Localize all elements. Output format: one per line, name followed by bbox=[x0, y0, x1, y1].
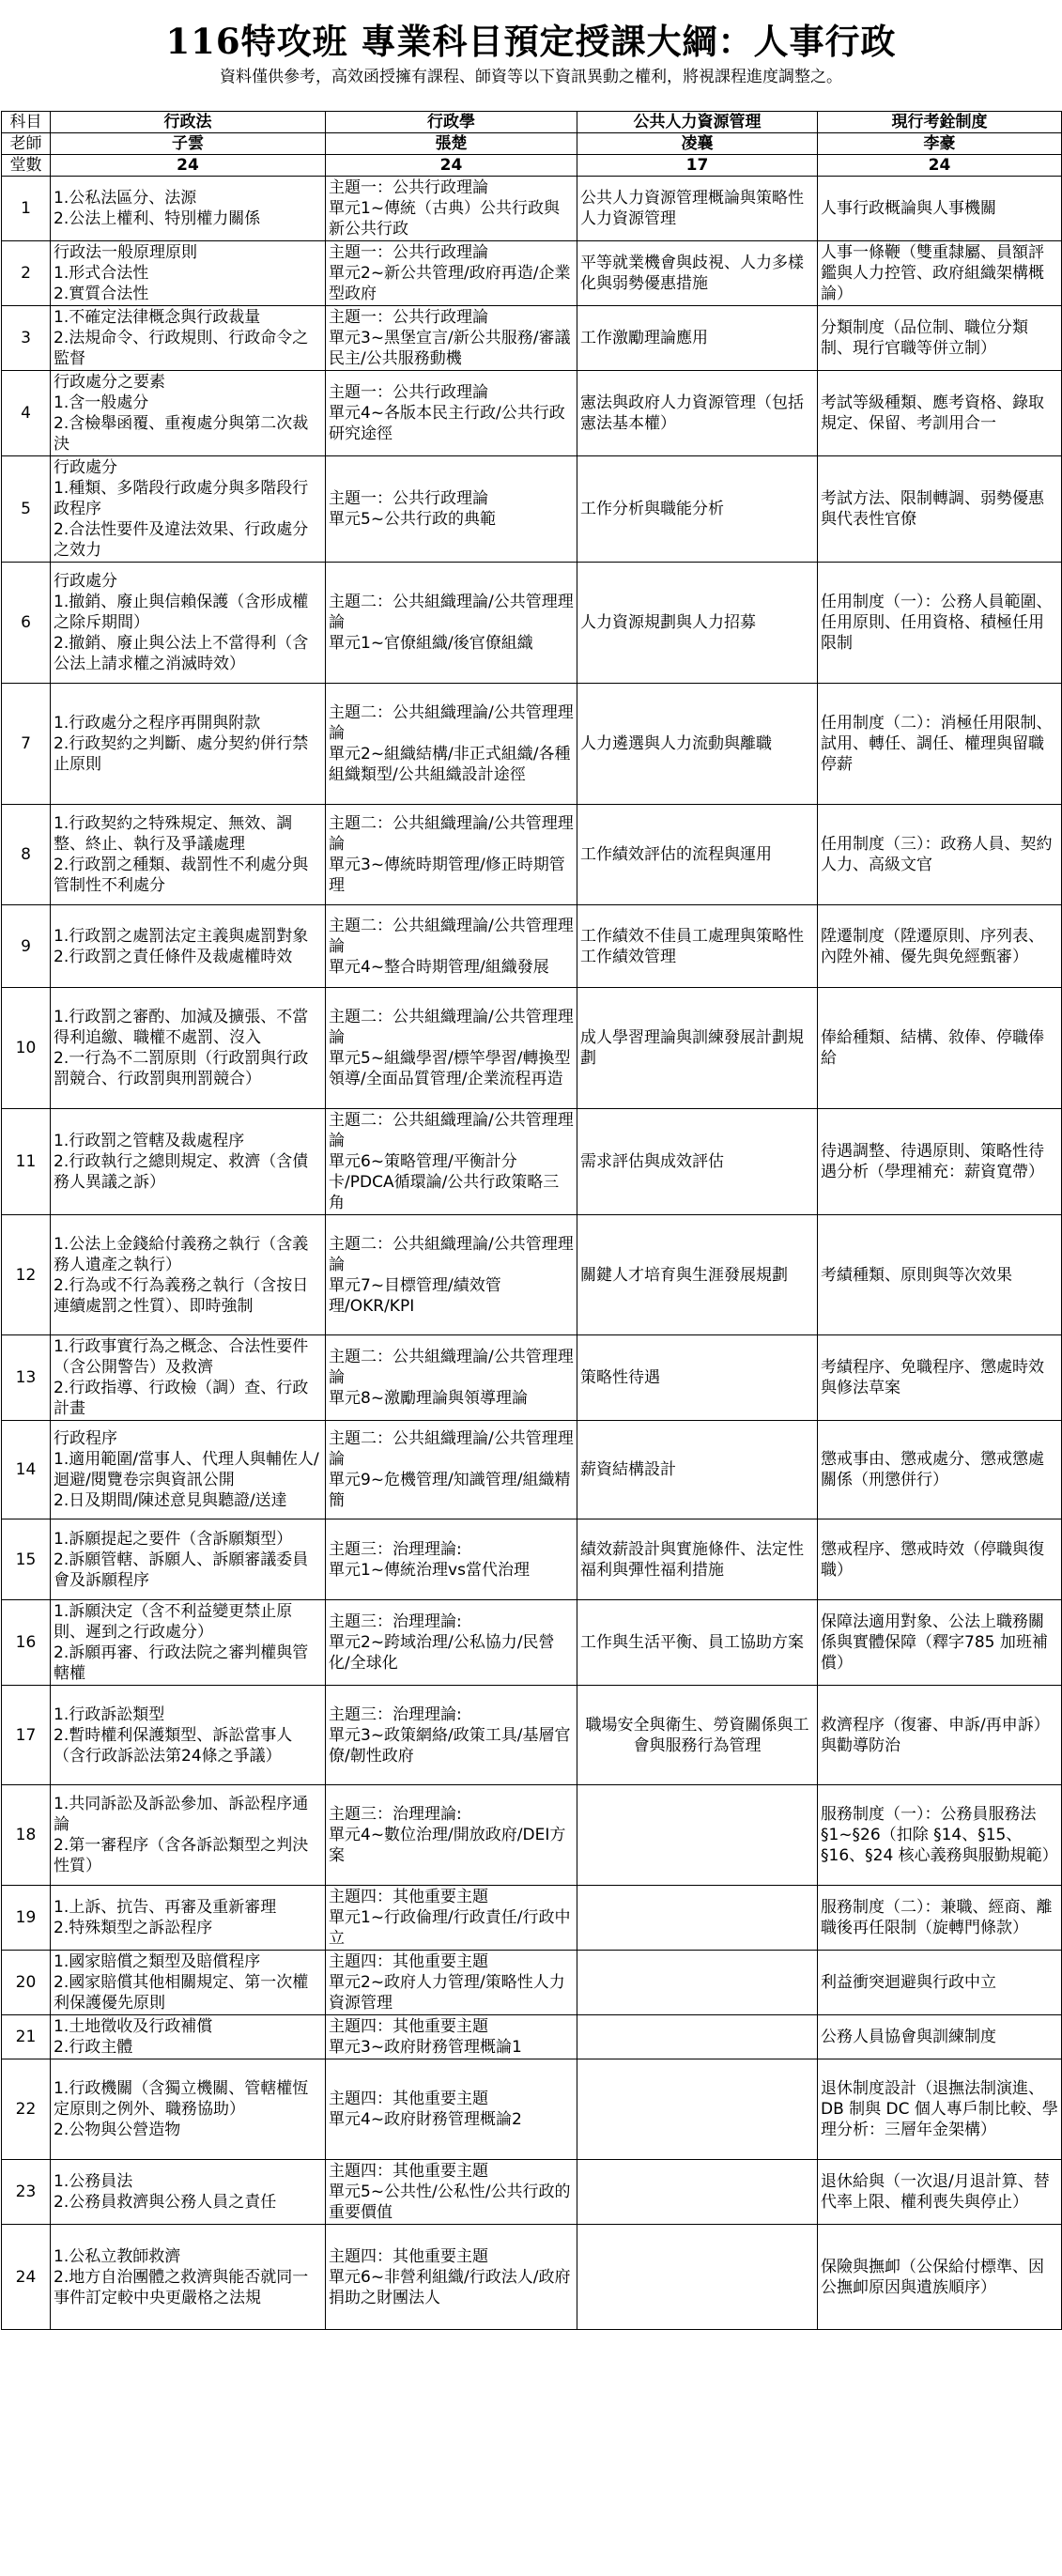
cell-civil-service: 保險與撫卹（公保給付標準、因公撫卹原因與遺族順序） bbox=[818, 2225, 1062, 2330]
subject-civil-service: 現行考銓制度 bbox=[818, 112, 1062, 133]
teacher-row bbox=[2, 133, 1062, 155]
cell-public-admin: 主題四：其他重要主題 單元2~政府人力管理/策略性人力資源管理 bbox=[326, 1951, 577, 2015]
cell-civil-service: 任用制度（一）：公務人員範圍、任用原則、任用資格、積極任用限制 bbox=[818, 563, 1062, 684]
lesson-row bbox=[2, 306, 1062, 371]
lesson-number: 5 bbox=[2, 456, 51, 563]
lesson-row bbox=[2, 1951, 1062, 2015]
hours-hrm: 17 bbox=[577, 155, 818, 177]
cell-admin-law: 1.訴願決定（含不利益變更禁止原則、遲到之行政處分） 2.訴願再審、行政法院之審判權與管轄權 bbox=[51, 1600, 326, 1686]
cell-public-admin: 主題四：其他重要主題 單元1~行政倫理/行政責任/行政中立 bbox=[326, 1886, 577, 1951]
cell-admin-law: 1.土地徵收及行政補償 2.行政主體 bbox=[51, 2015, 326, 2059]
cell-hrm: 工作激勵理論應用 bbox=[577, 306, 818, 371]
lesson-number: 23 bbox=[2, 2160, 51, 2225]
cell-hrm: 工作績效不佳員工處理與策略性工作績效管理 bbox=[577, 905, 818, 988]
lesson-number: 20 bbox=[2, 1951, 51, 2015]
lesson-row bbox=[2, 2160, 1062, 2225]
cell-hrm bbox=[577, 2015, 818, 2059]
cell-admin-law: 1.行政機關（含獨立機關、管轄權恆定原則之例外、職務協助） 2.公物與公營造物 bbox=[51, 2059, 326, 2160]
lesson-row bbox=[2, 456, 1062, 563]
lesson-row bbox=[2, 241, 1062, 306]
lesson-row bbox=[2, 563, 1062, 684]
cell-admin-law: 1.不確定法律概念與行政裁量 2.法規命令、行政規則、行政命令之監督 bbox=[51, 306, 326, 371]
cell-hrm: 成人學習理論與訓練發展計劃規劃 bbox=[577, 988, 818, 1109]
lesson-row bbox=[2, 1519, 1062, 1600]
cell-civil-service: 退休制度設計（退撫法制演進、DB 制與 DC 個人專戶制比較、學理分析：三層年金架構） bbox=[818, 2059, 1062, 2160]
cell-public-admin: 主題一：公共行政理論 單元1~傳統（古典）公共行政與新公共行政 bbox=[326, 177, 577, 241]
lesson-number: 4 bbox=[2, 371, 51, 456]
cell-civil-service: 人事行政概論與人事機關 bbox=[818, 177, 1062, 241]
lesson-number: 13 bbox=[2, 1335, 51, 1421]
cell-civil-service: 分類制度（品位制、職位分類制、現行官職等併立制） bbox=[818, 306, 1062, 371]
lesson-number: 21 bbox=[2, 2015, 51, 2059]
cell-public-admin: 主題二：公共組織理論/公共管理理論 單元8~激勵理論與領導理論 bbox=[326, 1335, 577, 1421]
cell-civil-service: 懲戒事由、懲戒處分、懲戒懲處關係（刑懲併行） bbox=[818, 1421, 1062, 1519]
subject-admin-law: 行政法 bbox=[51, 112, 326, 133]
page-subtitle: 資料僅供參考，高效函授擁有課程、師資等以下資訊異動之權利，將視課程進度調整之。 bbox=[220, 68, 842, 86]
cell-civil-service: 任用制度（三）：政務人員、契約人力、高級文官 bbox=[818, 805, 1062, 905]
lesson-row bbox=[2, 1600, 1062, 1686]
lesson-number: 11 bbox=[2, 1109, 51, 1215]
cell-hrm: 策略性待遇 bbox=[577, 1335, 818, 1421]
cell-hrm bbox=[577, 1886, 818, 1951]
cell-admin-law: 行政法一般原理原則 1.形式合法性 2.實質合法性 bbox=[51, 241, 326, 306]
syllabus-table bbox=[1, 111, 1062, 2330]
cell-civil-service: 救濟程序（復審、申訴/再申訴）與勸導防治 bbox=[818, 1686, 1062, 1785]
lesson-number: 8 bbox=[2, 805, 51, 905]
lesson-number: 24 bbox=[2, 2225, 51, 2330]
lesson-row bbox=[2, 805, 1062, 905]
row-label-hours: 堂數 bbox=[2, 155, 51, 177]
cell-public-admin: 主題二：公共組織理論/公共管理理論 單元6~策略管理/平衡計分卡/PDCA循環論/公共行政策略三角 bbox=[326, 1109, 577, 1215]
cell-public-admin: 主題三：治理理論: 單元1~傳統治理vs當代治理 bbox=[326, 1519, 577, 1600]
lesson-number: 17 bbox=[2, 1686, 51, 1785]
cell-admin-law: 1.共同訴訟及訴訟參加、訴訟程序通論 2.第一審程序（含各訴訟類型之判決性質） bbox=[51, 1785, 326, 1886]
cell-admin-law: 1.訴願提起之要件（含訴願類型） 2.訴願管轄、訴願人、訴願審議委員會及訴願程序 bbox=[51, 1519, 326, 1600]
cell-public-admin: 主題三：治理理論: 單元4~數位治理/開放政府/DEI方案 bbox=[326, 1785, 577, 1886]
cell-admin-law: 1.上訴、抗告、再審及重新審理 2.特殊類型之訴訟程序 bbox=[51, 1886, 326, 1951]
lesson-number: 9 bbox=[2, 905, 51, 988]
cell-civil-service: 待遇調整、待遇原則、策略性待遇分析（學理補充：薪資寬帶） bbox=[818, 1109, 1062, 1215]
cell-admin-law: 1.行政契約之特殊規定、無效、調整、終止、執行及爭議處理 2.行政罰之種類、裁罰性不利處分與管制性不利處分 bbox=[51, 805, 326, 905]
cell-hrm: 工作與生活平衡、員工協助方案 bbox=[577, 1600, 818, 1686]
row-label-teacher: 老師 bbox=[2, 133, 51, 155]
subject-row bbox=[2, 112, 1062, 133]
lesson-number: 16 bbox=[2, 1600, 51, 1686]
cell-civil-service: 考績種類、原則與等次效果 bbox=[818, 1215, 1062, 1335]
cell-hrm bbox=[577, 2059, 818, 2160]
subject-hrm: 公共人力資源管理 bbox=[577, 112, 818, 133]
hours-civil-service: 24 bbox=[818, 155, 1062, 177]
cell-civil-service: 公務人員協會與訓練制度 bbox=[818, 2015, 1062, 2059]
lesson-row bbox=[2, 684, 1062, 805]
teacher-civil-service: 李豪 bbox=[818, 133, 1062, 155]
lesson-number: 15 bbox=[2, 1519, 51, 1600]
cell-civil-service: 考績程序、免職程序、懲處時效與修法草案 bbox=[818, 1335, 1062, 1421]
cell-hrm: 績效薪設計與實施條件、法定性福利與彈性福利措施 bbox=[577, 1519, 818, 1600]
teacher-admin-law: 子雲 bbox=[51, 133, 326, 155]
hours-admin-law: 24 bbox=[51, 155, 326, 177]
cell-hrm: 平等就業機會與歧視、人力多樣化與弱勢優惠措施 bbox=[577, 241, 818, 306]
cell-public-admin: 主題三：治理理論: 單元3~政策網絡/政策工具/基層官僚/韌性政府 bbox=[326, 1686, 577, 1785]
cell-public-admin: 主題四：其他重要主題 單元4~政府財務管理概論2 bbox=[326, 2059, 577, 2160]
cell-admin-law: 行政程序 1.適用範圍/當事人、代理人與輔佐人/迴避/閱覽卷宗與資訊公開 2.日及期間/陳述意見與聽證/送達 bbox=[51, 1421, 326, 1519]
cell-civil-service: 利益衝突迴避與行政中立 bbox=[818, 1951, 1062, 2015]
lesson-row bbox=[2, 905, 1062, 988]
cell-public-admin: 主題二：公共組織理論/公共管理理論 單元7~目標管理/績效管理/OKR/KPI bbox=[326, 1215, 577, 1335]
page-header bbox=[0, 0, 1062, 111]
cell-admin-law: 行政處分 1.種類、多階段行政處分與多階段行政程序 2.合法性要件及違法效果、行政處分之效力 bbox=[51, 456, 326, 563]
cell-public-admin: 主題四：其他重要主題 單元5~公共性/公私性/公共行政的重要價值 bbox=[326, 2160, 577, 2225]
hours-public-admin: 24 bbox=[326, 155, 577, 177]
cell-hrm: 人力資源規劃與人力招募 bbox=[577, 563, 818, 684]
cell-admin-law: 1.行政處分之程序再開與附款 2.行政契約之判斷、處分契約併行禁止原則 bbox=[51, 684, 326, 805]
teacher-public-admin: 張楚 bbox=[326, 133, 577, 155]
page-title: 116特攻班 專業科目預定授課大綱：人事行政 bbox=[165, 21, 897, 62]
lesson-number: 14 bbox=[2, 1421, 51, 1519]
lesson-number: 1 bbox=[2, 177, 51, 241]
lesson-number: 3 bbox=[2, 306, 51, 371]
cell-public-admin: 主題一：公共行政理論 單元3~黑堡宣言/新公共服務/審議民主/公共服務動機 bbox=[326, 306, 577, 371]
cell-public-admin: 主題二：公共組織理論/公共管理理論 單元2~組織結構/非正式組織/各種組織類型/公共組織設計途徑 bbox=[326, 684, 577, 805]
cell-admin-law: 行政處分之要素 1.含一般處分 2.含檢舉函覆、重複處分與第二次裁決 bbox=[51, 371, 326, 456]
cell-admin-law: 1.公法上金錢給付義務之執行（含義務人遺產之執行） 2.行為或不行為義務之執行（含按日連續處罰之性質）、即時強制 bbox=[51, 1215, 326, 1335]
cell-public-admin: 主題二：公共組織理論/公共管理理論 單元9~危機管理/知識管理/組織精簡 bbox=[326, 1421, 577, 1519]
cell-public-admin: 主題四：其他重要主題 單元3~政府財務管理概論1 bbox=[326, 2015, 577, 2059]
subject-public-admin: 行政學 bbox=[326, 112, 577, 133]
lesson-row bbox=[2, 371, 1062, 456]
cell-admin-law: 1.行政事實行為之概念、合法性要件（含公開警告）及救濟 2.行政指導、行政檢（調）查、行政計畫 bbox=[51, 1335, 326, 1421]
cell-admin-law: 1.公務員法 2.公務員救濟與公務人員之責任 bbox=[51, 2160, 326, 2225]
lesson-row bbox=[2, 1886, 1062, 1951]
cell-hrm: 薪資結構設計 bbox=[577, 1421, 818, 1519]
lesson-row bbox=[2, 1215, 1062, 1335]
lesson-number: 12 bbox=[2, 1215, 51, 1335]
cell-admin-law: 1.行政罰之審酌、加減及擴張、不當得利追繳、職權不處罰、沒入 2.一行為不二罰原則（行政罰與行政罰競合、行政罰與刑罰競合） bbox=[51, 988, 326, 1109]
cell-admin-law: 1.行政罰之處罰法定主義與處罰對象 2.行政罰之責任條件及裁處權時效 bbox=[51, 905, 326, 988]
lesson-row bbox=[2, 177, 1062, 241]
cell-public-admin: 主題二：公共組織理論/公共管理理論 單元1~官僚組織/後官僚組織 bbox=[326, 563, 577, 684]
lesson-number: 19 bbox=[2, 1886, 51, 1951]
lesson-number: 22 bbox=[2, 2059, 51, 2160]
cell-hrm bbox=[577, 1951, 818, 2015]
hours-row bbox=[2, 155, 1062, 177]
cell-civil-service: 服務制度（一）：公務員服務法 §1~§26（扣除 §14、§15、§16、§24 核心義務與服勤規範） bbox=[818, 1785, 1062, 1886]
cell-hrm: 關鍵人才培育與生涯發展規劃 bbox=[577, 1215, 818, 1335]
cell-hrm bbox=[577, 1785, 818, 1886]
cell-admin-law: 1.國家賠償之類型及賠償程序 2.國家賠償其他相關規定、第一次權利保護優先原則 bbox=[51, 1951, 326, 2015]
cell-public-admin: 主題四：其他重要主題 單元6~非營利組織/行政法人/政府捐助之財團法人 bbox=[326, 2225, 577, 2330]
cell-civil-service: 懲戒程序、懲戒時效（停職與復職） bbox=[818, 1519, 1062, 1600]
lesson-number: 2 bbox=[2, 241, 51, 306]
cell-hrm: 需求評估與成效評估 bbox=[577, 1109, 818, 1215]
cell-civil-service: 人事一條鞭（雙重隸屬、員額評鑑與人力控管、政府組織架構概論） bbox=[818, 241, 1062, 306]
cell-public-admin: 主題二：公共組織理論/公共管理理論 單元4~整合時期管理/組織發展 bbox=[326, 905, 577, 988]
cell-public-admin: 主題一：公共行政理論 單元4~各版本民主行政/公共行政研究途徑 bbox=[326, 371, 577, 456]
cell-public-admin: 主題二：公共組織理論/公共管理理論 單元5~組織學習/標竿學習/轉換型領導/全面品質管理/企業流程再造 bbox=[326, 988, 577, 1109]
cell-hrm: 工作績效評估的流程與運用 bbox=[577, 805, 818, 905]
cell-public-admin: 主題二：公共組織理論/公共管理理論 單元3~傳統時期管理/修正時期管理 bbox=[326, 805, 577, 905]
lesson-row bbox=[2, 988, 1062, 1109]
teacher-hrm: 凌襄 bbox=[577, 133, 818, 155]
cell-public-admin: 主題一：公共行政理論 單元2~新公共管理/政府再造/企業型政府 bbox=[326, 241, 577, 306]
cell-public-admin: 主題三：治理理論: 單元2~跨域治理/公私協力/民營化/全球化 bbox=[326, 1600, 577, 1686]
cell-public-admin: 主題一：公共行政理論 單元5~公共行政的典範 bbox=[326, 456, 577, 563]
cell-civil-service: 陞遷制度（陞遷原則、序列表、內陞外補、優先與免經甄審） bbox=[818, 905, 1062, 988]
cell-admin-law: 1.行政罰之管轄及裁處程序 2.行政執行之總則規定、救濟（含債務人異議之訴） bbox=[51, 1109, 326, 1215]
lesson-number: 18 bbox=[2, 1785, 51, 1886]
cell-civil-service: 任用制度（二）：消極任用限制、試用、轉任、調任、權理與留職停薪 bbox=[818, 684, 1062, 805]
cell-hrm: 職場安全與衛生、勞資關係與工會與服務行為管理 bbox=[577, 1686, 818, 1785]
lesson-row bbox=[2, 1785, 1062, 1886]
lesson-row bbox=[2, 2059, 1062, 2160]
cell-admin-law: 1.公私法區分、法源 2.公法上權利、特別權力關係 bbox=[51, 177, 326, 241]
cell-hrm: 人力遴選與人力流動與離職 bbox=[577, 684, 818, 805]
cell-admin-law: 1.行政訴訟類型 2.暫時權利保護類型、訴訟當事人（含行政訴訟法第24條之爭議） bbox=[51, 1686, 326, 1785]
row-label-subject: 科目 bbox=[2, 112, 51, 133]
lesson-number: 10 bbox=[2, 988, 51, 1109]
lesson-row bbox=[2, 1421, 1062, 1519]
cell-hrm bbox=[577, 2225, 818, 2330]
cell-civil-service: 保障法適用對象、公法上職務關係與實體保障（釋字785 加班補償） bbox=[818, 1600, 1062, 1686]
cell-hrm bbox=[577, 2160, 818, 2225]
cell-civil-service: 退休給與（一次退/月退計算、替代率上限、權利喪失與停止） bbox=[818, 2160, 1062, 2225]
cell-admin-law: 行政處分 1.撤銷、廢止與信賴保護（含形成權之除斥期間） 2.撤銷、廢止與公法上不當得利（含公法上請求權之消滅時效） bbox=[51, 563, 326, 684]
lesson-row bbox=[2, 1335, 1062, 1421]
cell-hrm: 公共人力資源管理概論與策略性人力資源管理 bbox=[577, 177, 818, 241]
lesson-row bbox=[2, 2225, 1062, 2330]
cell-hrm: 憲法與政府人力資源管理（包括憲法基本權） bbox=[577, 371, 818, 456]
cell-civil-service: 服務制度（二）：兼職、經商、離職後再任限制（旋轉門條款） bbox=[818, 1886, 1062, 1951]
cell-civil-service: 俸給種類、結構、敘俸、停職俸給 bbox=[818, 988, 1062, 1109]
cell-hrm: 工作分析與職能分析 bbox=[577, 456, 818, 563]
lesson-row bbox=[2, 1686, 1062, 1785]
lesson-number: 7 bbox=[2, 684, 51, 805]
lesson-row bbox=[2, 1109, 1062, 1215]
lesson-number: 6 bbox=[2, 563, 51, 684]
cell-admin-law: 1.公私立教師救濟 2.地方自治團體之救濟與能否就同一事件訂定較中央更嚴格之法規 bbox=[51, 2225, 326, 2330]
lesson-row bbox=[2, 2015, 1062, 2059]
cell-civil-service: 考試等級種類、應考資格、錄取規定、保留、考訓用合一 bbox=[818, 371, 1062, 456]
cell-civil-service: 考試方法、限制轉調、弱勢優惠與代表性官僚 bbox=[818, 456, 1062, 563]
